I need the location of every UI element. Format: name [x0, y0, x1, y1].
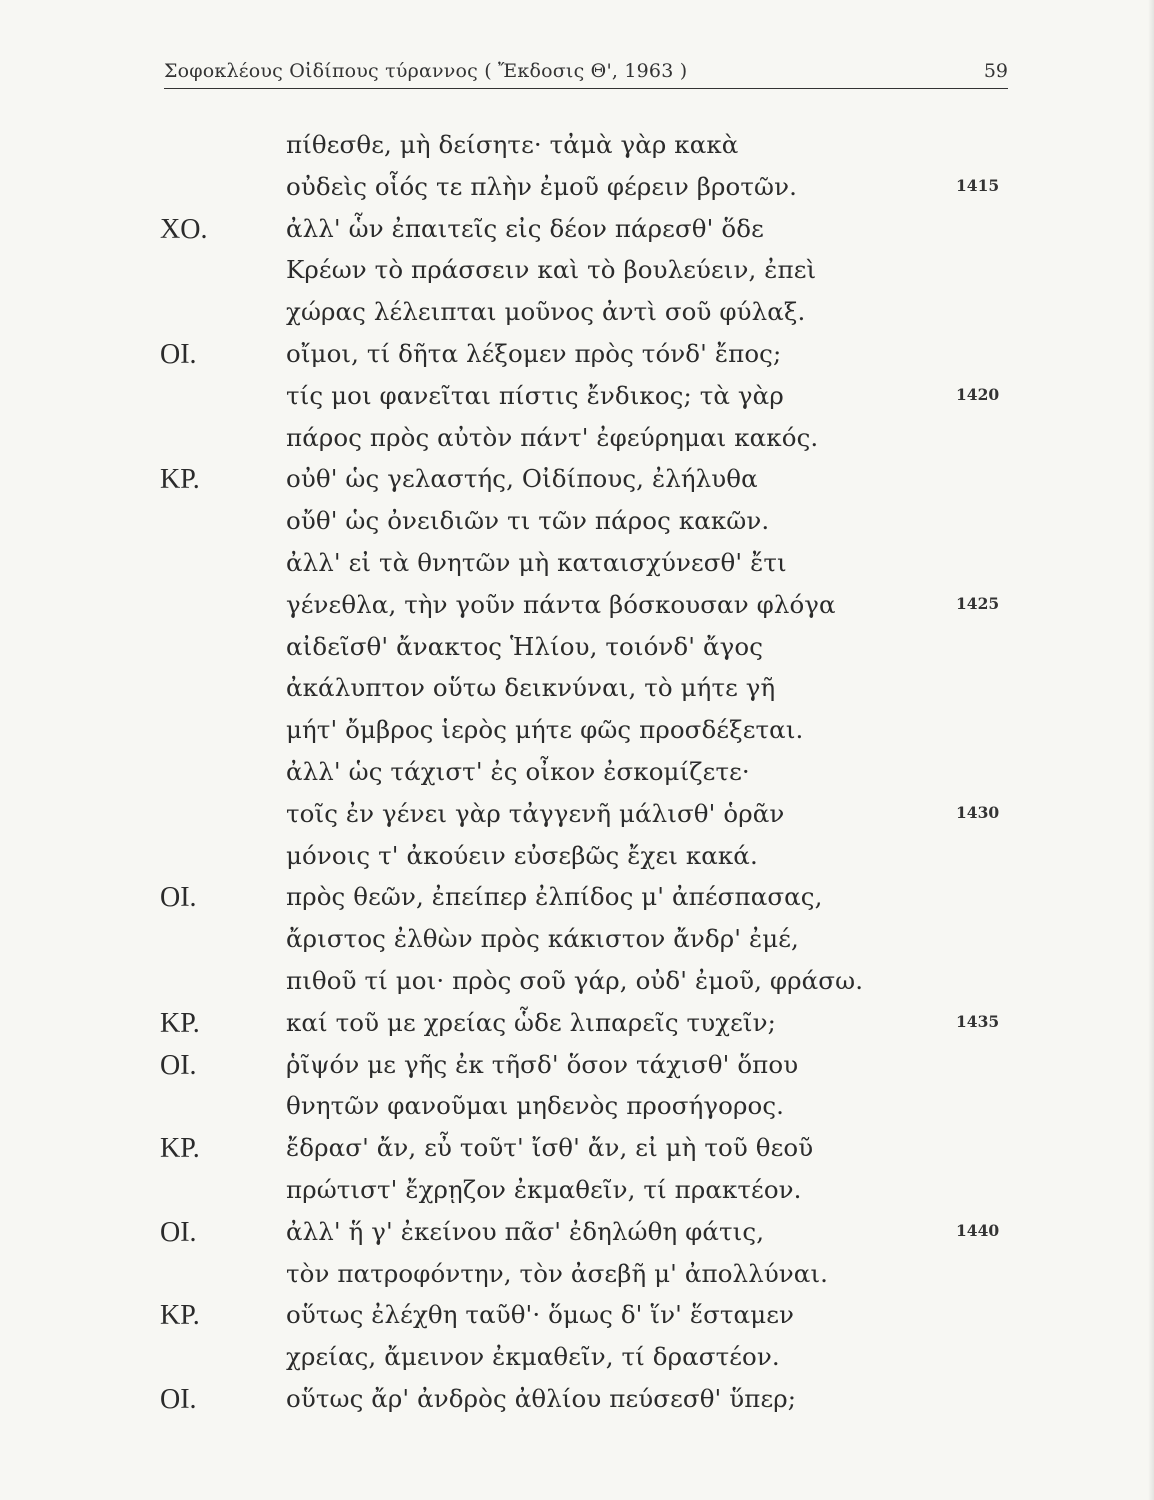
verse-text: τὸν πατροφόντην, τὸν ἀσεβῆ μ' ἀπολλύναι.: [286, 1258, 829, 1288]
speaker-label: ΟΙ.: [160, 339, 197, 370]
verse-line: [0, 632, 1154, 675]
speaker-label: ΚΡ.: [160, 1007, 200, 1039]
verse-line: [0, 1008, 1154, 1051]
verse-text: ἀλλ' ὧν ἐπαιτεῖς εἰς δέον πάρεσθ' ὅδε: [286, 213, 764, 243]
verse-line: [0, 966, 1154, 1009]
verse-text: οὐθ' ὡς γελαστής, Οἰδίπους, ἐλήλυθα: [286, 464, 758, 494]
verse-text: πρώτιστ' ἔχρῃζον ἐκμαθεῖν, τί πρακτέον.: [286, 1175, 802, 1204]
verse-text: θνητῶν φανοῦμαι μηδενὸς προσήγορος.: [286, 1091, 785, 1121]
verse-line: [0, 924, 1154, 967]
verse-line: [0, 1259, 1154, 1302]
verse-line: [0, 339, 1154, 382]
verse-text: οὕτως ἄρ' ἀνδρὸς ἀθλίου πεύσεσθ' ὕπερ;: [286, 1384, 797, 1413]
page-number: 59: [983, 60, 1008, 82]
verse-line: [0, 673, 1154, 716]
verse-text: πίθεσθε, μὴ δείσητε· τἀμὰ γὰρ κακὰ: [286, 130, 739, 159]
verse-text: χρείας, ἄμεινον ἐκμαθεῖν, τί δραστέον.: [286, 1342, 780, 1372]
verse-line: [0, 715, 1154, 758]
line-number: 1415: [956, 175, 1000, 195]
speaker-label: ΚΡ.: [160, 1133, 200, 1165]
speaker-label: ΟΙ.: [160, 882, 197, 914]
verse-text: ἀλλ' ὡς τάχιστ' ἐς οἶκον ἐσκομίζετε·: [286, 757, 750, 786]
verse-text: οὕτως ἐλέχθη ταῦθ'· ὅμως δ' ἵν' ἕσταμεν: [286, 1300, 795, 1330]
verse-text: ἀλλ' εἰ τὰ θνητῶν μὴ καταισχύνεσθ' ἔτι: [286, 548, 787, 577]
verse-line: [0, 1217, 1154, 1260]
verse-text: καί τοῦ με χρείας ὧδε λιπαρεῖς τυχεῖν;: [286, 1007, 776, 1037]
verse-text: ῥῖψόν με γῆς ἐκ τῆσδ' ὅσον τάχισθ' ὅπου: [286, 1049, 799, 1079]
verse-text: πιθοῦ τί μοι· πρὸς σοῦ γάρ, οὐδ' ἐμοῦ, φράσω.: [286, 966, 864, 995]
speaker-label: ΟΙ.: [160, 1216, 197, 1248]
verse-text: ἀλλ' ἥ γ' ἐκείνου πᾶσ' ἐδηλώθη φάτις,: [286, 1216, 765, 1246]
verse-line: [0, 172, 1154, 215]
speaker-label: ΧΟ.: [160, 213, 208, 245]
verse-text: πάρος πρὸς αὐτὸν πάντ' ἐφεύρημαι κακός.: [286, 422, 819, 452]
verse-line: [0, 1300, 1154, 1343]
line-number: 1440: [956, 1220, 1000, 1240]
verse-line: [0, 841, 1154, 884]
line-number: 1420: [956, 384, 1000, 404]
verse-text: ἔδρασ' ἄν, εὖ τοῦτ' ἴσθ' ἄν, εἰ μὴ τοῦ θεοῦ: [286, 1133, 814, 1163]
speaker-label: ΚΡ.: [160, 464, 200, 496]
running-title: Σοφοκλέους Οἰδίπους τύραννος ( Ἔκδοσις Θ', 1963 ): [164, 60, 688, 82]
verse-line: [0, 1091, 1154, 1134]
verse-line: [0, 1133, 1154, 1176]
verse-line: [0, 548, 1154, 591]
speaker-label: ΚΡ.: [160, 1300, 200, 1332]
verse-line: [0, 381, 1154, 424]
verse-line: [0, 297, 1154, 340]
verse-text: οὐδεὶς οἷός τε πλὴν ἐμοῦ φέρειν βροτῶν.: [286, 171, 798, 201]
line-number: 1435: [956, 1011, 1000, 1031]
verse-line: [0, 130, 1154, 173]
verse-text: Κρέων τὸ πράσσειν καὶ τὸ βουλεύειν, ἐπεὶ: [286, 255, 817, 285]
verse-text: τίς μοι φανεῖται πίστις ἔνδικος; τὰ γὰρ: [286, 380, 784, 410]
verse-text: οὔθ' ὡς ὀνειδιῶν τι τῶν πάρος κακῶν.: [286, 506, 770, 536]
line-number: 1425: [956, 593, 1000, 613]
verse-text: οἴμοι, τί δῆτα λέξομεν πρὸς τόνδ' ἔπος;: [286, 339, 782, 368]
verse-text: πρὸς θεῶν, ἐπείπερ ἐλπίδος μ' ἀπέσπασας,: [286, 882, 823, 912]
line-number: 1430: [956, 802, 1000, 822]
verse-text: μόνοις τ' ἀκούειν εὐσεβῶς ἔχει κακά.: [286, 840, 758, 870]
verse-line: [0, 506, 1154, 549]
verse-text: ἀκάλυπτον οὕτω δεικνύναι, τὸ μήτε γῆ: [286, 673, 776, 703]
verse-line: [0, 882, 1154, 925]
verse-line: [0, 214, 1154, 257]
speaker-label: ΟΙ.: [160, 1384, 197, 1415]
verse-line: [0, 464, 1154, 507]
verse-text: μήτ' ὄμβρος ἱερὸς μήτε φῶς προσδέξεται.: [286, 715, 804, 745]
verse-line: [0, 1175, 1154, 1218]
verse-line: [0, 255, 1154, 298]
verse-text: ἄριστος ἐλθὼν πρὸς κάκιστον ἄνδρ' ἐμέ,: [286, 924, 799, 954]
verse-line: [0, 799, 1154, 842]
speaker-label: ΟΙ.: [160, 1049, 197, 1081]
verse-line: [0, 757, 1154, 800]
page-edge-shadow: [1148, 0, 1154, 1500]
verse-line: [0, 1342, 1154, 1385]
verse-text: χώρας λέλειπται μοῦνος ἀντὶ σοῦ φύλαξ.: [286, 297, 806, 327]
verse-line: [0, 590, 1154, 633]
verse-text: τοῖς ἐν γένει γὰρ τἀγγενῆ μάλισθ' ὁρᾶν: [286, 798, 785, 828]
verse-text: γένεθλα, τὴν γοῦν πάντα βόσκουσαν φλόγα: [286, 589, 836, 619]
verse-line: [0, 1050, 1154, 1093]
verse-line: [0, 423, 1154, 466]
verse-text: αἰδεῖσθ' ἄνακτος Ἡλίου, τοιόνδ' ἄγος: [286, 631, 764, 661]
verse-line: [0, 1384, 1154, 1427]
